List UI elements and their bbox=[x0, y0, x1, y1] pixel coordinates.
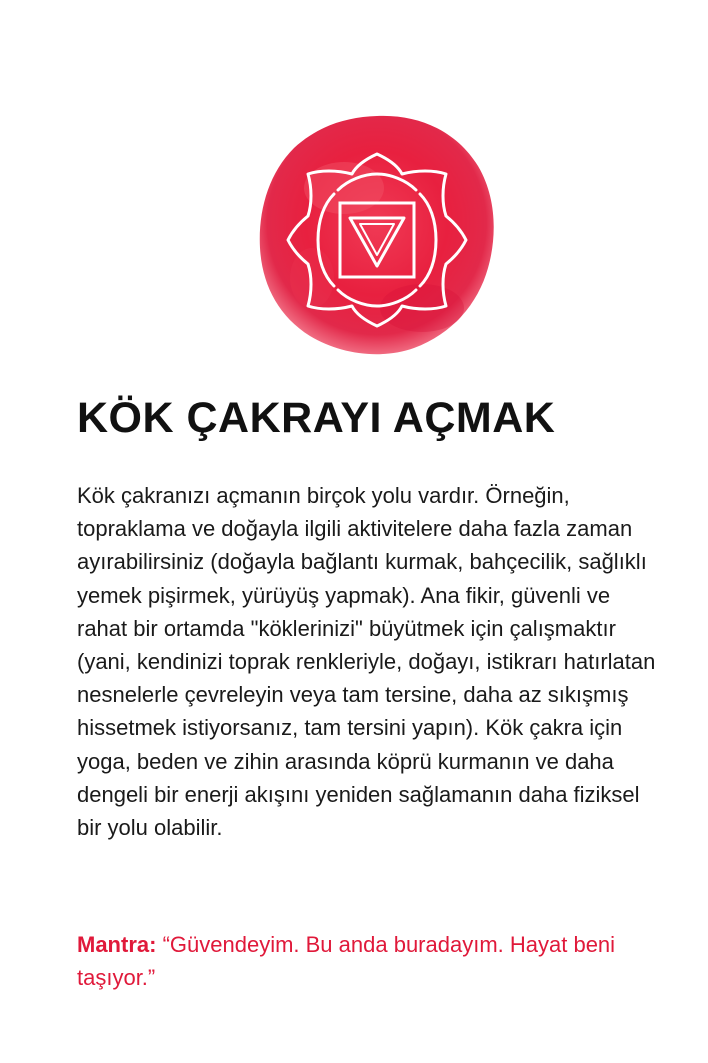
body-paragraph: Kök çakranızı açmanın birçok yolu vardır. Örneğin, topraklama ve doğayla ilgili aktivitelere daha fazla zaman ayırabilirsiniz (doğayla bağlantı kurmak, bahçecilik, sağlıklı yemek pişirmek, yürüyüş yapmak). Ana fikir, güvenli ve rahat bir ortamda "köklerinizi" büyütmek için çalışmaktır (yani, kendinizi toprak renkleriyle, doğayı, istikrarı hatırlatan nesnelerle çevreleyin veya tam tersine, daha az sıkışmış hissetmek istiyorsanız, tam tersini yapın). Kök çakra için yoga, beden ve zihin arasında köprü kurmanın ve daha dengeli bir enerji akışını yeniden sağlamanın daha fiziksel bir yolu olabilir. bbox=[77, 483, 656, 841]
mantra-label: Mantra: bbox=[77, 932, 157, 957]
root-chakra-icon bbox=[252, 108, 502, 358]
mantra bbox=[77, 928, 657, 994]
mantra-text: “Güvendeyim. Bu anda buradayım. Hayat beni taşıyor.” bbox=[77, 932, 616, 990]
page-title: KÖK ÇAKRAYI AÇMAK bbox=[77, 394, 556, 442]
